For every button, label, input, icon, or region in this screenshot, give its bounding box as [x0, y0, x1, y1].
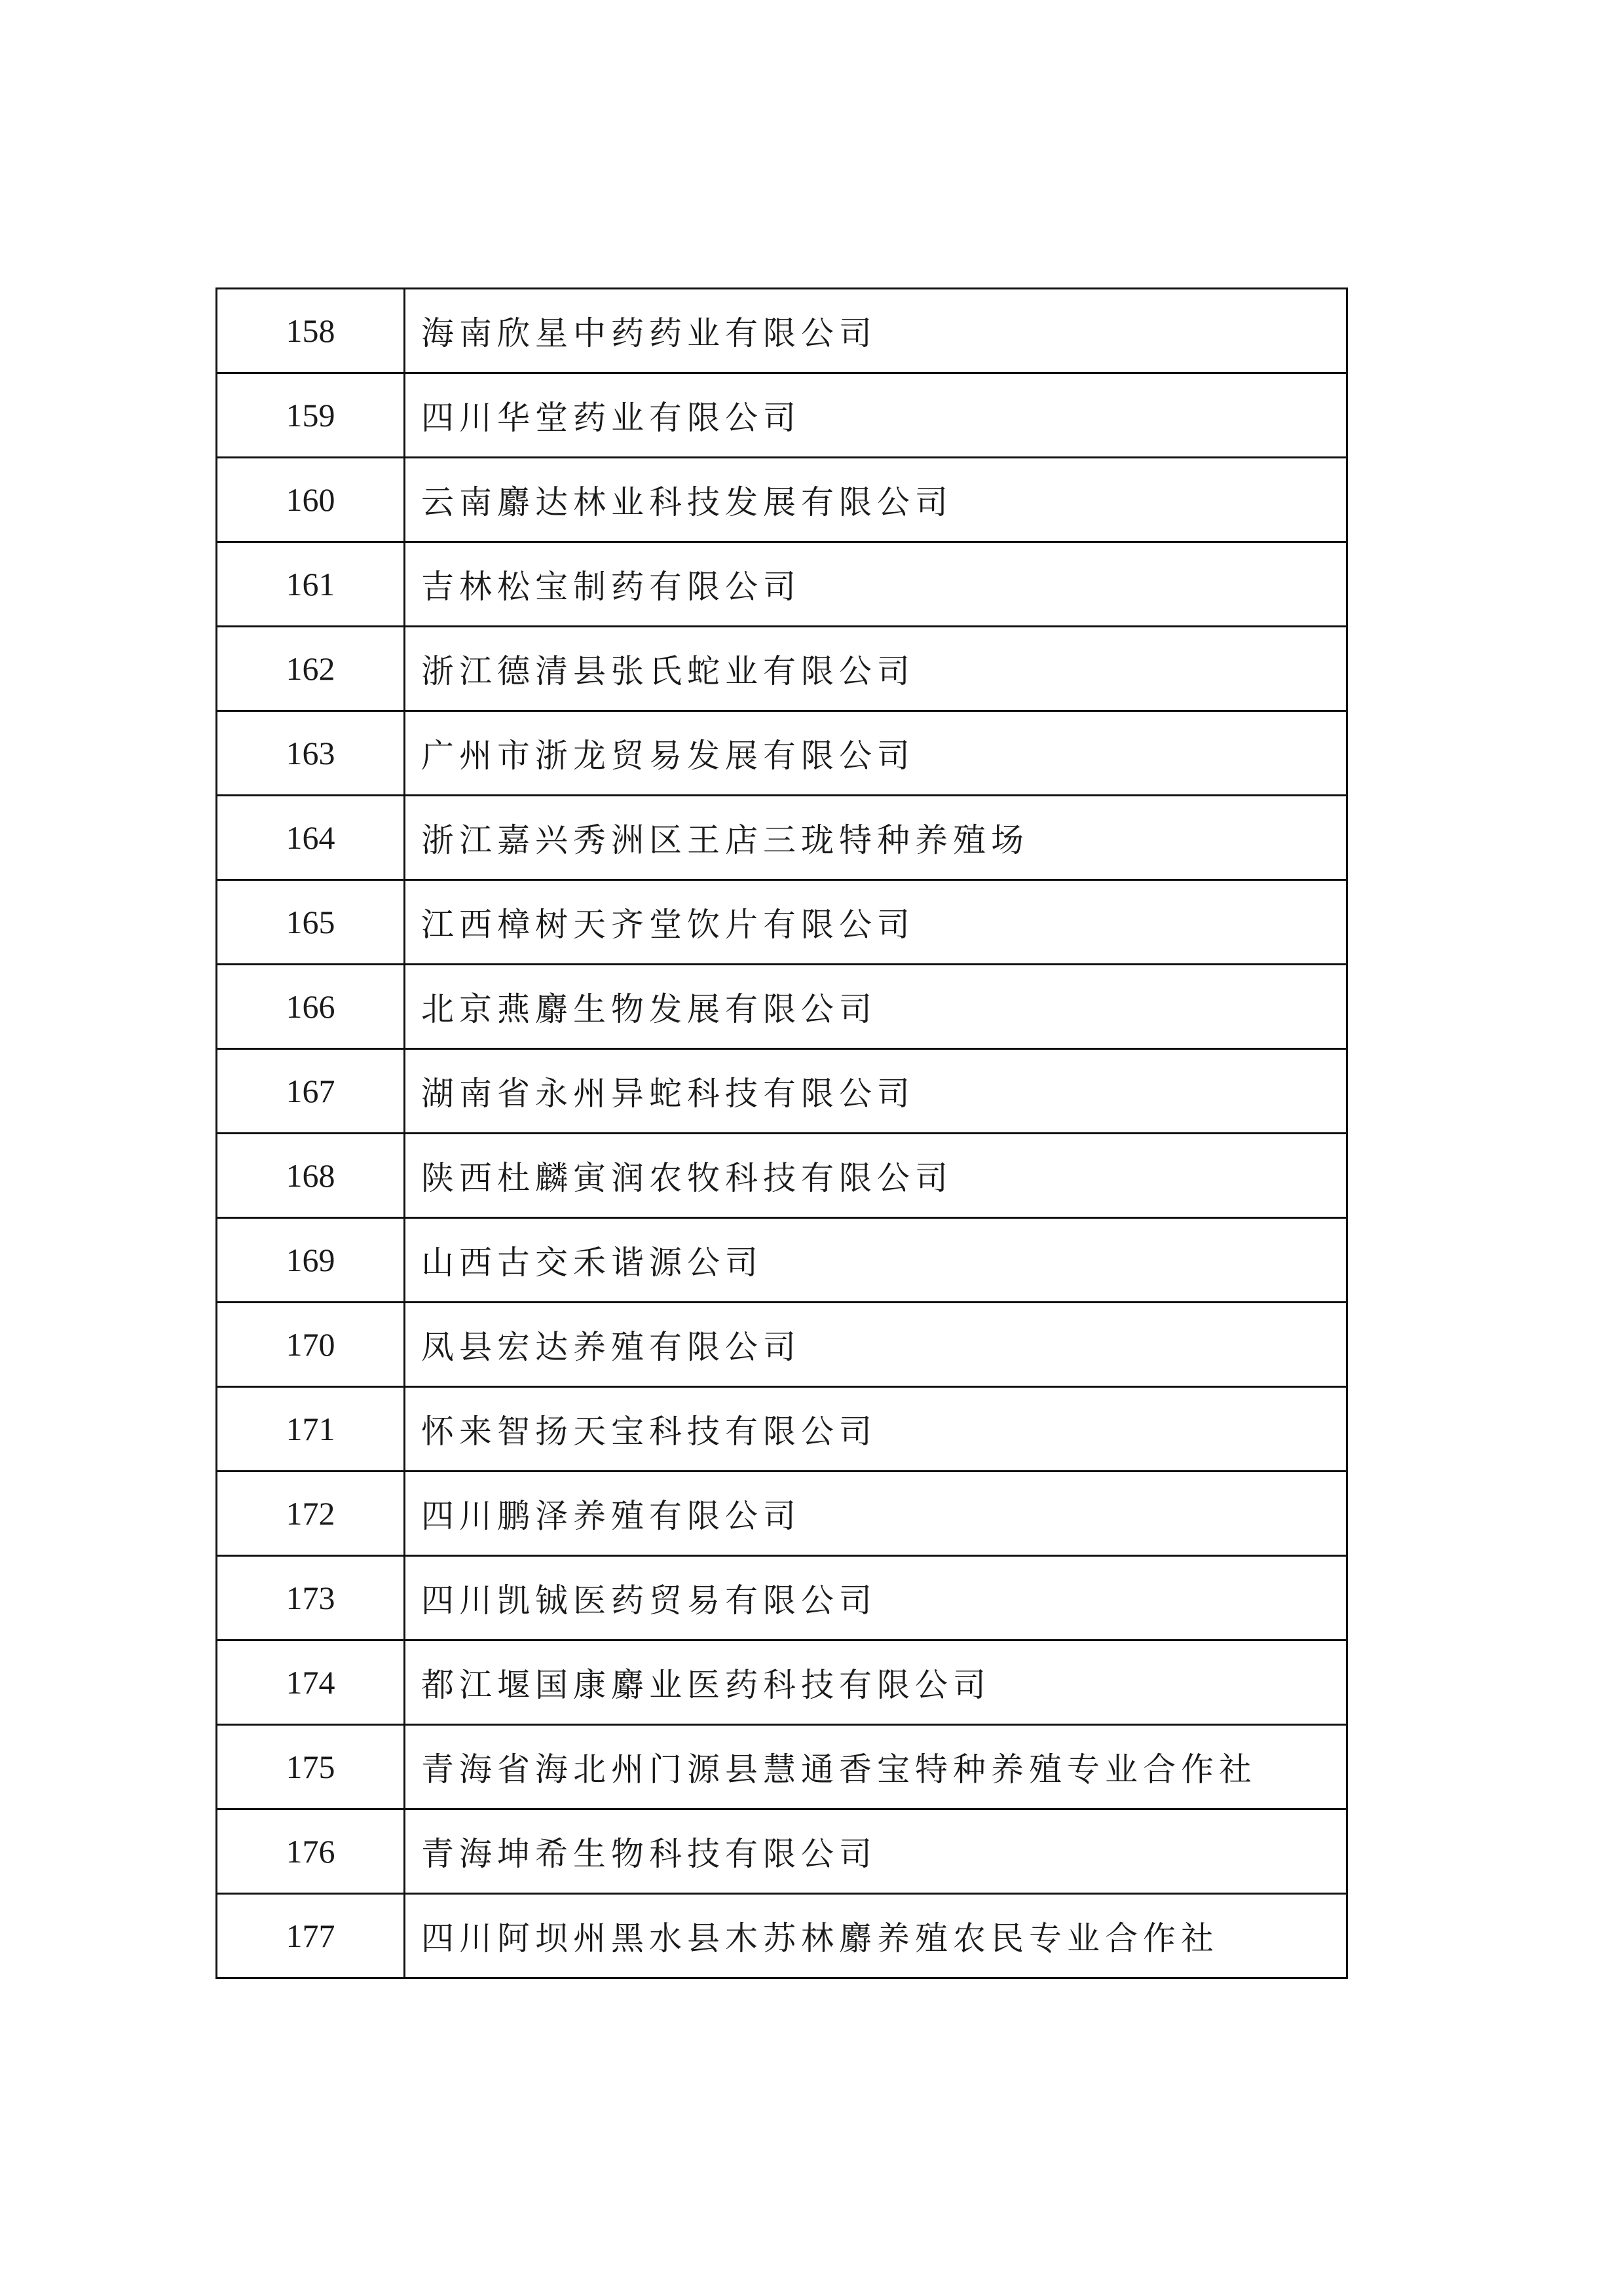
row-number-cell: 161: [217, 542, 405, 627]
row-number-cell: 162: [217, 627, 405, 711]
table-row: [217, 1640, 1347, 1725]
row-number-cell: 171: [217, 1387, 405, 1472]
row-number-cell: 175: [217, 1725, 405, 1809]
company-name-cell: 四川鹏泽养殖有限公司: [405, 1472, 1347, 1556]
table-row: [217, 965, 1347, 1049]
row-number-cell: 168: [217, 1134, 405, 1218]
table-row: [217, 1049, 1347, 1134]
company-name-cell: 山西古交禾谐源公司: [405, 1218, 1347, 1303]
company-list-table: [215, 287, 1348, 1979]
company-name-cell: 四川阿坝州黑水县木苏林麝养殖农民专业合作社: [405, 1894, 1347, 1978]
row-number-cell: 166: [217, 965, 405, 1049]
table-row: [217, 1472, 1347, 1556]
row-number-cell: 158: [217, 289, 405, 373]
table-row: [217, 1303, 1347, 1387]
row-number-cell: 172: [217, 1472, 405, 1556]
row-number-cell: 169: [217, 1218, 405, 1303]
company-name-cell: 浙江德清县张氏蛇业有限公司: [405, 627, 1347, 711]
table-row: [217, 1556, 1347, 1640]
row-number-cell: 176: [217, 1809, 405, 1894]
table-row: [217, 542, 1347, 627]
table-row: [217, 289, 1347, 373]
table-row: [217, 880, 1347, 965]
company-name-cell: 湖南省永州异蛇科技有限公司: [405, 1049, 1347, 1134]
company-name-cell: 都江堰国康麝业医药科技有限公司: [405, 1640, 1347, 1725]
company-name-cell: 吉林松宝制药有限公司: [405, 542, 1347, 627]
row-number-cell: 164: [217, 796, 405, 880]
company-name-cell: 北京燕麝生物发展有限公司: [405, 965, 1347, 1049]
company-name-cell: 凤县宏达养殖有限公司: [405, 1303, 1347, 1387]
company-name-cell: 陕西杜麟寅润农牧科技有限公司: [405, 1134, 1347, 1218]
table-row: [217, 796, 1347, 880]
table-row: [217, 1809, 1347, 1894]
company-name-cell: 浙江嘉兴秀洲区王店三珑特种养殖场: [405, 796, 1347, 880]
table-row: [217, 627, 1347, 711]
table-row: [217, 373, 1347, 458]
row-number-cell: 173: [217, 1556, 405, 1640]
company-name-cell: 海南欣星中药药业有限公司: [405, 289, 1347, 373]
company-name-cell: 青海省海北州门源县慧通香宝特种养殖专业合作社: [405, 1725, 1347, 1809]
table-row: [217, 1218, 1347, 1303]
table-row: [217, 1725, 1347, 1809]
company-name-cell: 四川凯铖医药贸易有限公司: [405, 1556, 1347, 1640]
row-number-cell: 174: [217, 1640, 405, 1725]
row-number-cell: 163: [217, 711, 405, 796]
row-number-cell: 165: [217, 880, 405, 965]
company-name-cell: 云南麝达林业科技发展有限公司: [405, 458, 1347, 542]
row-number-cell: 160: [217, 458, 405, 542]
row-number-cell: 167: [217, 1049, 405, 1134]
company-name-cell: 四川华堂药业有限公司: [405, 373, 1347, 458]
row-number-cell: 170: [217, 1303, 405, 1387]
table-row: [217, 1134, 1347, 1218]
table-row: [217, 1894, 1347, 1978]
table-row: [217, 711, 1347, 796]
table-row: [217, 1387, 1347, 1472]
table-row: [217, 458, 1347, 542]
row-number-cell: 177: [217, 1894, 405, 1978]
company-name-cell: 怀来智扬天宝科技有限公司: [405, 1387, 1347, 1472]
company-name-cell: 江西樟树天齐堂饮片有限公司: [405, 880, 1347, 965]
company-name-cell: 青海坤希生物科技有限公司: [405, 1809, 1347, 1894]
row-number-cell: 159: [217, 373, 405, 458]
company-name-cell: 广州市浙龙贸易发展有限公司: [405, 711, 1347, 796]
table-body: [217, 289, 1347, 1978]
